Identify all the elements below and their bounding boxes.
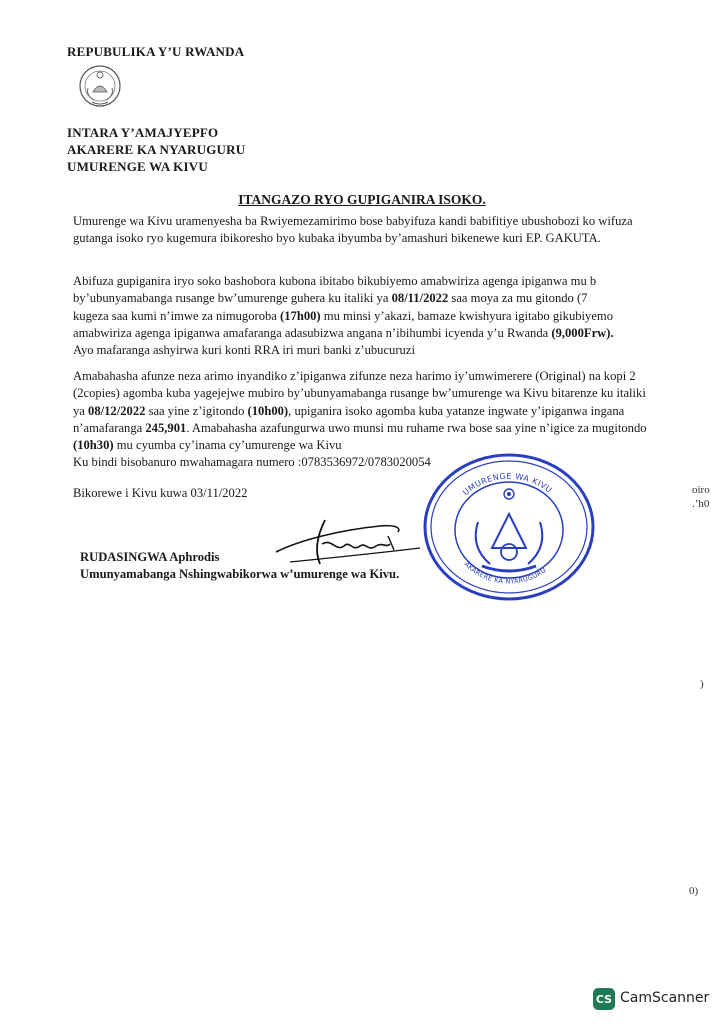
paragraph-documents bbox=[73, 273, 658, 359]
signatory-title-part-1: Umunyamabanga Nshingwabikorwa w’ bbox=[80, 567, 294, 581]
paragraph-intro: Umurenge wa Kivu uramenyesha ba Rwiyemezamirimo bose babyifuza kandi babifitiye ubushobozi ko wifuza gutanga isoko ryo kugemura ibikoresho byo kubaka ibyumba by’amashuri bikenewe kuri EP. GAKUTA. bbox=[73, 214, 633, 246]
para3-amount: 245,901 bbox=[145, 420, 187, 435]
margin-fragment: 0) bbox=[689, 885, 699, 897]
margin-fragment: ) bbox=[700, 678, 704, 690]
para3-text-1: Amabahasha afunze neza arimo inyandiko z’ipiganwa zifunze neza harimo iy’umwimerere (Original) na kopi 2 (2copies) agomba kuba yagejejwe mubiro by’ubunyamabanga rusange bw’umurenge wa Kivu bitarenze ku italiki ya bbox=[73, 369, 646, 418]
para2-amount: (9,000Frw). bbox=[551, 325, 614, 340]
para3-text-4: . Amabahasha azafungurwa uwo munsi mu ruhame rwa bose saa yine n’igice za mugitondo bbox=[186, 420, 647, 435]
signatory-name: RUDASINGWA Aphrodis bbox=[80, 550, 220, 564]
stamp-ring-text: UMURENGE WA KIVU bbox=[461, 471, 554, 498]
official-stamp-icon bbox=[420, 452, 598, 602]
signatory-title-part-2: umurenge wa Kivu. bbox=[293, 567, 400, 581]
header-republic: REPUBULIKA Y’U RWANDA bbox=[67, 44, 245, 59]
para2-time: (17h00) bbox=[280, 308, 321, 323]
para2-text-2: by’ubunyamabanga rusange bw’umurenge guhera ku italiki ya bbox=[73, 291, 392, 306]
para3-text-2: saa yine z’igitondo bbox=[145, 403, 248, 418]
margin-fragment: .’h0 bbox=[692, 498, 710, 510]
stamp-bottom-text: AKARERE KA NYARUGURU bbox=[462, 560, 548, 586]
para2-text-1: Abifuza gupiganira iryo soko bashobora kubona ibitabo bikubiyemo amabwiriza agenga ipiganwa mu b bbox=[73, 274, 597, 288]
para2-text-6: Ayo mafaranga ashyirwa kuri konti RRA iri muri banki z’ubucuruzi bbox=[73, 343, 415, 358]
signatory-title bbox=[80, 567, 399, 582]
header-province: INTARA Y’AMAJYEPFO bbox=[67, 125, 219, 140]
camscanner-logo-icon: CS bbox=[593, 988, 615, 1010]
para2-text-5: mu minsi y’akazi, bamaze kwishyura igitabo gikubiyemo amabwiriza agenga ipiganwa amafaranga adasubizwa angana n’ibihumbi icyenda y’u Rwanda bbox=[73, 308, 614, 340]
para2-date: 08/11/2022 bbox=[391, 291, 449, 306]
para3-contact: Ku bindi bisobanuro mwahamagara numero :0783536972/07830200 bbox=[73, 455, 419, 470]
document-title: ITANGAZO RYO GUPIGANIRA ISOKO. bbox=[238, 192, 486, 207]
para3-text-3: , upiganira isoko agomba kuba yatanze ingwate y’ipiganwa ingana n’amafaranga bbox=[73, 403, 625, 435]
signature-icon bbox=[270, 512, 430, 572]
header-district: AKARERE KA NYARUGURU bbox=[67, 142, 246, 157]
para3-text-5: mu cyumba cy’inama cy’umurenge wa Kivu bbox=[113, 438, 342, 453]
camscanner-label: CamScanner bbox=[620, 990, 710, 1006]
place-date: Bikorewe i Kivu kuwa 03/11/2022 bbox=[73, 486, 248, 500]
svg-text:AKARERE KA NYARUGURU bbox=[463, 560, 548, 585]
margin-fragment: oiro bbox=[692, 484, 710, 496]
para3-time-1: (10h00) bbox=[247, 403, 289, 418]
header-sector: UMURENGE WA KIVU bbox=[67, 159, 208, 174]
para3-time-2: (10h30) bbox=[73, 438, 114, 453]
para3-date: 08/12/2022 bbox=[88, 403, 146, 418]
para3-contact-tail: 54 bbox=[418, 455, 431, 470]
para2-text-4: kugeza saa kumi n’imwe za nimugoroba bbox=[73, 308, 281, 323]
para2-text-3: saa moya za mu gitondo (7 bbox=[448, 291, 588, 306]
rwanda-emblem-icon bbox=[78, 62, 122, 110]
